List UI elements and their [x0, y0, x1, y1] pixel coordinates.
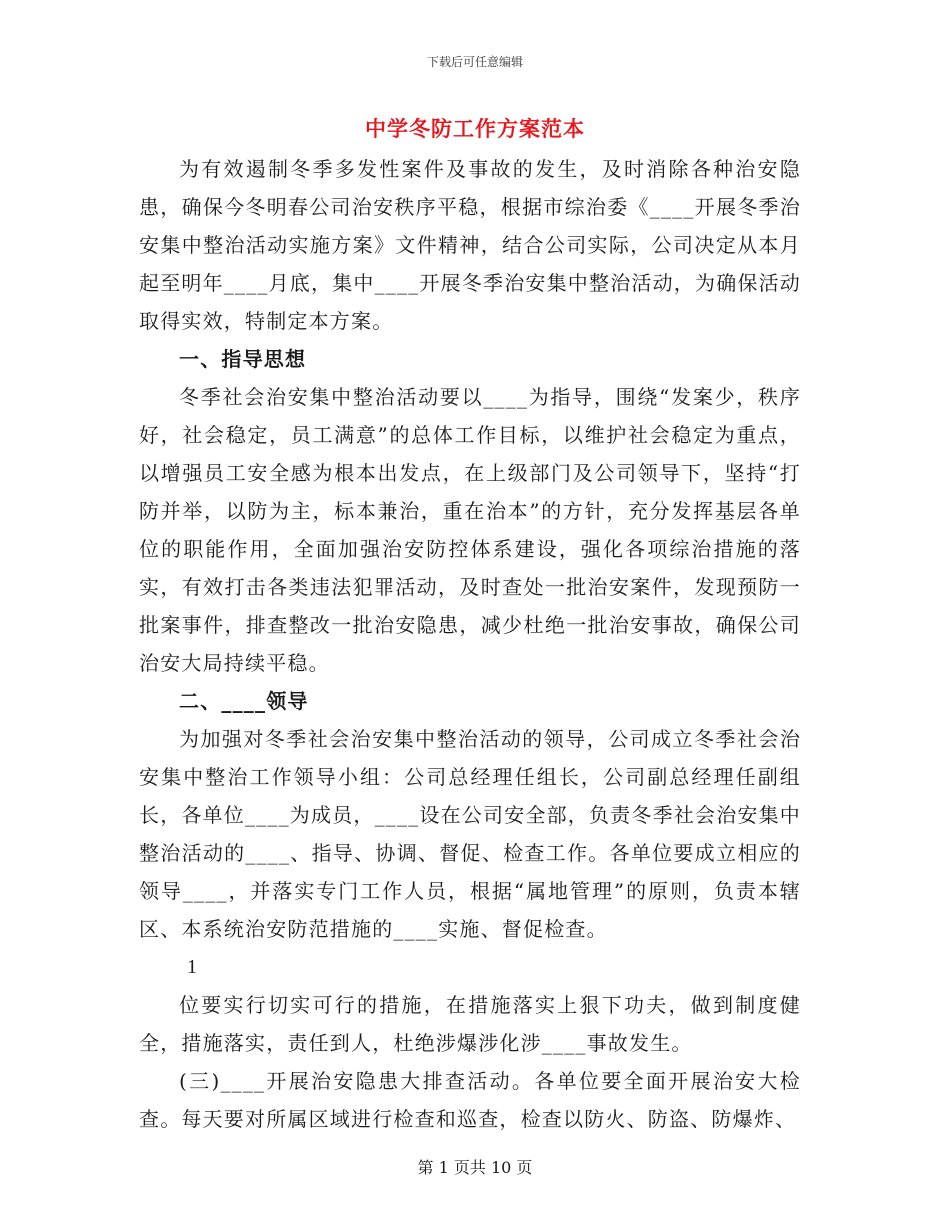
continuation-paragraph: 位要实行切实可行的措施，在措施落实上狠下功夫，做到制度健全，措施落实，责任到人，杜绝涉爆涉化涉____事故发生。: [139, 993, 801, 1055]
page-footer-page-number: 第 1 页共 10 页: [417, 1158, 533, 1177]
intro-paragraph: 为有效遏制冬季多发性案件及事故的发生，及时消除各种治安隐患，确保今冬明春公司治安秩序平稳，根据市综治委《____开展冬季治安集中整治活动实施方案》文件精神，结合公司实际，公司决定从本月起至明年____月底，集中____开展冬季治安集中整治活动，为确保活动取得实效，特制定本方案。: [139, 157, 801, 333]
section-paragraph-hazard-inspection: (三)____开展治安隐患大排查活动。各单位要全面开展治安大检查。每天要对所属区域进行检查和巡查，检查以防火、防盗、防爆炸、: [139, 1069, 801, 1131]
inline-page-number: 1: [187, 956, 199, 978]
section-heading-guiding-ideology: 一、指导思想: [179, 347, 307, 371]
document-body: [139, 150, 801, 1138]
section-paragraph-guiding-ideology: 冬季社会治安集中整治活动要以____为指导，围绕“发案少，秩序好，社会稳定，员工满意”的总体工作目标，以维护社会稳定为重点，以增强员工安全感为根本出发点，在上级部门及公司领导下，坚持“打防并举，以防为主，标本兼治，重在治本”的方针，充分发挥基层各单位的职能作用，全面加强治安防控体系建设，强化各项综治措施的落实，有效打击各类违法犯罪活动，及时查处一批治安案件，发现预防一批案事件，排查整改一批治安隐患，减少杜绝一批治安事故，确保公司治安大局持续平稳。: [139, 385, 801, 675]
page-header-note: 下载后可任意编辑: [426, 55, 523, 69]
document-title: 中学冬防工作方案范本: [365, 116, 585, 141]
section-heading-leadership: 二、____领导: [179, 689, 309, 713]
section-paragraph-leadership: 为加强对冬季社会治安集中整治活动的领导，公司成立冬季社会治安集中整治工作领导小组：公司总经理任组长，公司副总经理任副组长，各单位____为成员，____设在公司安全部，负责冬季社会治安集中整治活动的____、指导、协调、督促、检查工作。各单位要成立相应的领导____，并落实专门工作人员，根据“属地管理”的原则，负责本辖区、本系统治安防范措施的____实施、督促检查。: [139, 727, 801, 941]
